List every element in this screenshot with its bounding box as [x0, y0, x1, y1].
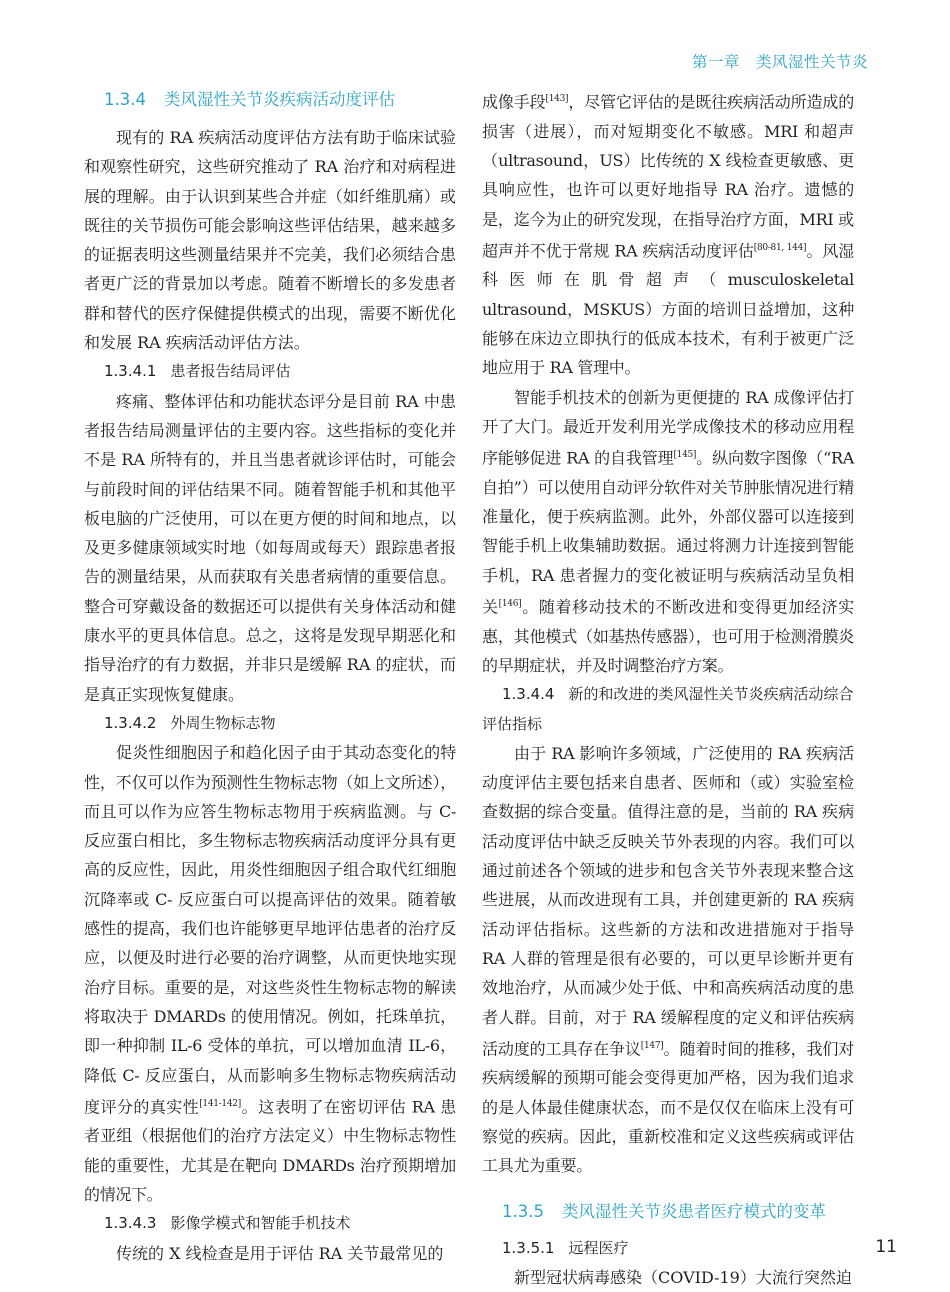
subsection-title: 新的和改进的类风湿性关节炎疾病活动综合评估指标 — [482, 685, 854, 733]
citation-ref: [147] — [640, 1040, 664, 1051]
text-run: ，尽管它评估的是既往疾病活动所造成的损害（进展），而对短期变化不敏感。MRI 和超声（ultrasound，US）比传统的 X 线检查更敏感、更具响应性，也许可以更好地指导 RA 治疗。遗憾的是，迄今为止的研究发现，在指导治疗方面，MRI 或超声并不优于常规 RA 疾病活动度评估 — [482, 92, 854, 261]
section-title: 类风湿性关节炎疾病活动度评估 — [163, 90, 395, 109]
subsection-number: 1.3.5.1 — [502, 1238, 555, 1257]
subsection-heading-1-3-4-2 — [84, 709, 456, 738]
subsection-number: 1.3.4.4 — [502, 685, 555, 704]
text-run: 促炎性细胞因子和趋化因子由于其动态变化的特性，不仅可以作为预测性生物标志物（如上文所述），而且可以作为应答生物标志物用于疾病监测。与 C- 反应蛋白相比，多生物标志物疾病活动度评分具有更高的反应性，因此，用炎性细胞因子组合取代红细胞沉降率或 C- 反应蛋白可以提高评估的效果。随着敏感性的提高，我们也许能够更早地评估患者的治疗反应，以便及时进行必要的治疗调整，从而更快地实现治疗目标。重要的是，对这些炎性生物标志物的解读将取决于 DMARDs 的使用情况。例如，托珠单抗，即一种抑制 IL-6 受体的单抗，可以增加血清 IL-6，降低 C- 反应蛋白，从而影响多生物标志物疾病活动度评分的真实性 — [84, 743, 456, 1117]
section-heading-1-3-4 — [84, 85, 456, 114]
section-heading-1-3-5 — [482, 1197, 854, 1226]
text-run: 智能手机技术的创新为更便捷的 RA 成像评估打开了大门。最近开发利用光学成像技术的移动应用程序能够促进 RA 的自我管理 — [482, 387, 854, 468]
text-run: 。这表明了在密切评估 RA 患者亚组（根据他们的治疗方法定义）中生物标志物性能的重要性，尤其是在靶向 DMARDs 治疗预期增加的情况下。 — [84, 1097, 456, 1205]
citation-ref: [143] — [545, 94, 569, 104]
text-run: 。纵向数字图像（“RA 自拍”）可以使用自动评分软件对关节肿胀情况进行精准量化，便于疾病监测。此外，外部仪器可以连接到智能手机上收集辅助数据。通过将测力计连接到智能手机，RA 患者握力的变化被证明与疾病活动呈负相关 — [482, 448, 855, 617]
page-number: 11 — [875, 1237, 897, 1257]
text-run: 成像手段 — [482, 92, 546, 112]
section-number: 1.3.4 — [104, 90, 146, 109]
left-column — [84, 85, 456, 1268]
paragraph-pro: 疼痛、整体评估和功能状态评分是目前 RA 中患者报告结局测量评估的主要内容。这些指标的变化并不是 RA 所特有的，并且当患者就诊评估时，可能会与前段时间的评估结果不同。随着智能手机和其他平板电脑的广泛使用，可以在更方便的时间和地点，以及更多健康领域实时地（如每周或每天）跟踪患者报告的测量结果，从而获取有关患者病情的重要信息。整合可穿戴设备的数据还可以提供有关身体活动和健康水平的更具体信息。总之，这将是发现早期恶化和指导治疗的有力数据，并非只是缓解 RA 的症状，而是真正实现恢复健康。 — [84, 391, 456, 704]
citation-ref: [145] — [673, 450, 697, 461]
section-number: 1.3.5 — [502, 1201, 544, 1221]
subsection-title: 外周生物标志物 — [170, 713, 276, 732]
subsection-title: 影像学模式和智能手机技术 — [170, 1214, 351, 1233]
subsection-number: 1.3.4.1 — [104, 362, 157, 381]
paragraph-imaging-start: 传统的 X 线检查是用于评估 RA 关节最常见的 — [116, 1243, 444, 1263]
paragraph-intro: 现有的 RA 疾病活动度评估方法有助于临床试验和观察性研究，这些研究推动了 RA 治疗和对病程进展的理解。由于认识到某些合并症（如纤维肌痛）或既往的关节损伤可能会影响这些评估结果，越来越多的证据表明这些测量结果并不完美，我们必须结合患者更广泛的背景加以考虑。随着不断增长的多发患者群和替代的医疗保健提供模式的出现，需要不断优化和发展 RA 疾病活动评估方法。 — [84, 128, 456, 353]
citation-ref: [146] — [498, 599, 522, 610]
subsection-heading-1-3-4-1 — [84, 357, 456, 386]
subsection-title: 患者报告结局评估 — [170, 362, 291, 381]
subsection-number: 1.3.4.3 — [104, 1214, 157, 1233]
subsection-heading-1-3-5-1 — [482, 1234, 854, 1263]
subsection-title: 远程医疗 — [568, 1238, 629, 1257]
paragraph-composite-indices — [482, 739, 854, 1181]
paragraph-imaging-cont — [482, 85, 854, 383]
citation-ref: [80-81, 144] — [753, 242, 807, 253]
paragraph-smartphone — [482, 383, 854, 681]
citation-ref: [141-142] — [199, 1098, 241, 1109]
subsection-number: 1.3.4.2 — [104, 713, 157, 732]
text-run: 。随着移动技术的不断改进和变得更加经济实惠，其他模式（如基热传感器），也可用于检测滑膜炎的早期症状，并及时调整治疗方案。 — [482, 597, 854, 675]
section-title: 类风湿性关节炎患者医疗模式的变革 — [561, 1201, 826, 1221]
text-run: 由于 RA 影响许多领域，广泛使用的 RA 疾病活动度评估主要包括来自患者、医师和（或）实验室检查数据的综合变量。值得注意的是，当前的 RA 疾病活动度评估中缺乏反映关节外表现的内容。我们可以通过前述各个领域的进步和包含关节外表现来整合这些进展，从而改进现有工具，并创建更新的 RA 疾病活动评估指标。这些新的方法和改进措施对于指导 RA 人群的管理是很有必要的，可以更早诊断并更有效地治疗，从而减少处于低、中和高疾病活动度的患者人群。目前，对于 RA 缓解程度的定义和评估疾病活动度的工具存在争议 — [482, 743, 854, 1059]
subsection-heading-1-3-4-3 — [84, 1209, 456, 1238]
paragraph-telemedicine-start: 新型冠状病毒感染（COVID-19）大流行突然迫 — [514, 1267, 852, 1287]
right-column — [482, 85, 854, 1292]
paragraph-biomarkers — [84, 738, 456, 1209]
subsection-heading-1-3-4-4 — [482, 680, 854, 739]
running-header: 第一章 类风湿性关节炎 — [691, 53, 868, 71]
text-run: 。随着时间的推移，我们对疾病缓解的预期可能会变得更加严格，因为我们追求的是人体最佳健康状态，而不是仅仅在临床上没有可察觉的疾病。因此，重新校准和定义这些疾病或评估工具尤为重要。 — [482, 1039, 854, 1176]
text-run: 。风湿科医师在肌骨超声（musculoskeletal ultrasound，MSKUS）方面的培训日益增加，这种能够在床边立即执行的低成本技术，有利于被更广泛地应用于 RA 管理中。 — [482, 241, 854, 378]
